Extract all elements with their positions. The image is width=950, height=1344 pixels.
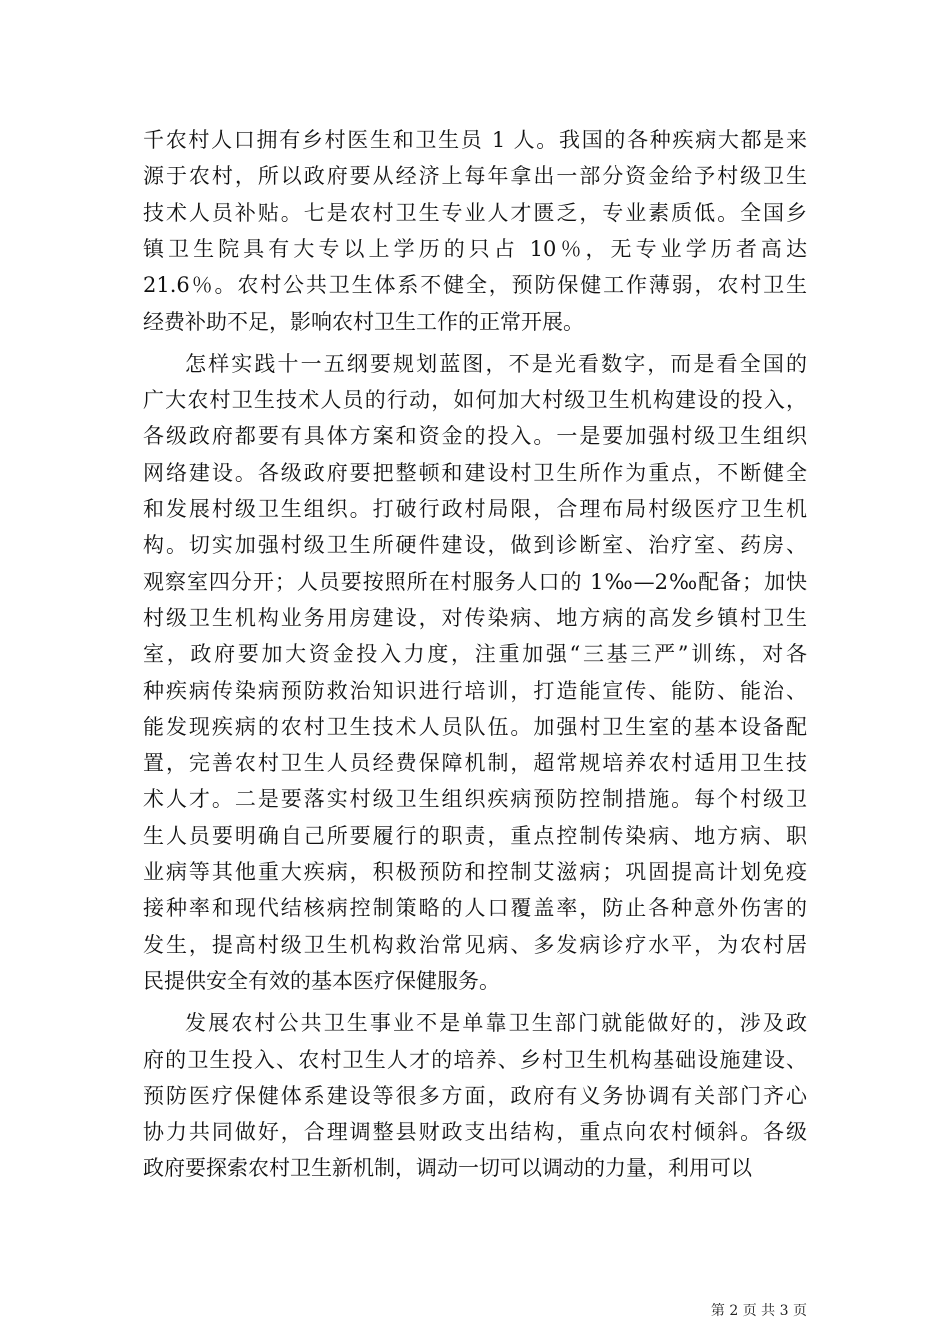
text-line: 怎样实践十一五纲要规划蓝图，不是光看数字，而是看全国的 (185, 351, 807, 376)
text-line: 经费补助不足，影响农村卫生工作的正常开展。 (143, 309, 584, 334)
text-line: 业病等其他重大疾病，积极预防和控制艾滋病；巩固提高计划免疫 (143, 860, 807, 884)
text-line: 术人才。二是要落实村级卫生组织疾病预防控制措施。每个村级卫 (143, 787, 807, 812)
text-line: 构。切实加强村级卫生所硬件建设，做到诊断室、治疗室、药房、 (143, 533, 807, 558)
text-line: 技术人员补贴。七是农村卫生专业人才匮乏，专业素质低。全国乡 (143, 200, 807, 225)
text-line: 千农村人口拥有乡村医生和卫生员 1 人。我国的各种疾病大都是来 (143, 128, 807, 152)
text-line: 室，政府要加大资金投入力度，注重加强“三基三严”训练，对各 (143, 642, 807, 667)
text-line: 能发现疾病的农村卫生技术人员队伍。加强村卫生室的基本设备配 (143, 714, 807, 739)
text-line: 生人员要明确自己所要履行的职责，重点控制传染病、地方病、职 (143, 823, 807, 848)
text-line: 发展农村公共卫生事业不是单靠卫生部门就能做好的，涉及政 (185, 1011, 807, 1036)
text-line: 接种率和现代结核病控制策略的人口覆盖率，防止各种意外伤害的 (143, 896, 807, 921)
text-line: 镇卫生院具有大专以上学历的只占 10％，无专业学历者高达 (143, 236, 807, 261)
text-line: 各级政府都要有具体方案和资金的投入。一是要加强村级卫生组织 (143, 424, 807, 449)
text-line: 源于农村，所以政府要从经济上每年拿出一部分资金给予村级卫生 (143, 164, 807, 189)
text-line: 广大农村卫生技术人员的行动，如何加大村级卫生机构建设的投入， (143, 388, 807, 413)
text-line: 21.6％。农村公共卫生体系不健全，预防保健工作薄弱，农村卫生 (143, 273, 807, 298)
text-line: 预防医疗保健体系建设等很多方面，政府有义务协调有关部门齐心 (143, 1083, 807, 1108)
text-line: 政府要探索农村卫生新机制，调动一切可以调动的力量，利用可以 (143, 1156, 752, 1181)
text-line: 观察室四分开；人员要按照所在村服务人口的 1‰—2‰配备；加快 (143, 569, 807, 594)
text-line: 网络建设。各级政府要把整顿和建设村卫生所作为重点，不断健全 (143, 460, 807, 485)
text-line: 置，完善农村卫生人员经费保障机制，超常规培养农村适用卫生技 (143, 751, 807, 776)
page-number: 第 2 页 共 3 页 (710, 1303, 807, 1319)
text-line: 协力共同做好，合理调整县财政支出结构，重点向农村倾斜。各级 (143, 1120, 807, 1145)
text-line: 民提供安全有效的基本医疗保健服务。 (143, 968, 500, 993)
text-line: 府的卫生投入、农村卫生人才的培养、乡村卫生机构基础设施建设、 (143, 1047, 807, 1072)
text-line: 村级卫生机构业务用房建设，对传染病、地方病的高发乡镇村卫生 (143, 605, 807, 630)
text-line: 发生，提高村级卫生机构救治常见病、多发病诊疗水平，为农村居 (143, 932, 807, 957)
text-line: 和发展村级卫生组织。打破行政村局限，合理布局村级医疗卫生机 (143, 497, 807, 521)
text-line: 种疾病传染病预防救治知识进行培训，打造能宣传、能防、能治、 (143, 678, 807, 703)
